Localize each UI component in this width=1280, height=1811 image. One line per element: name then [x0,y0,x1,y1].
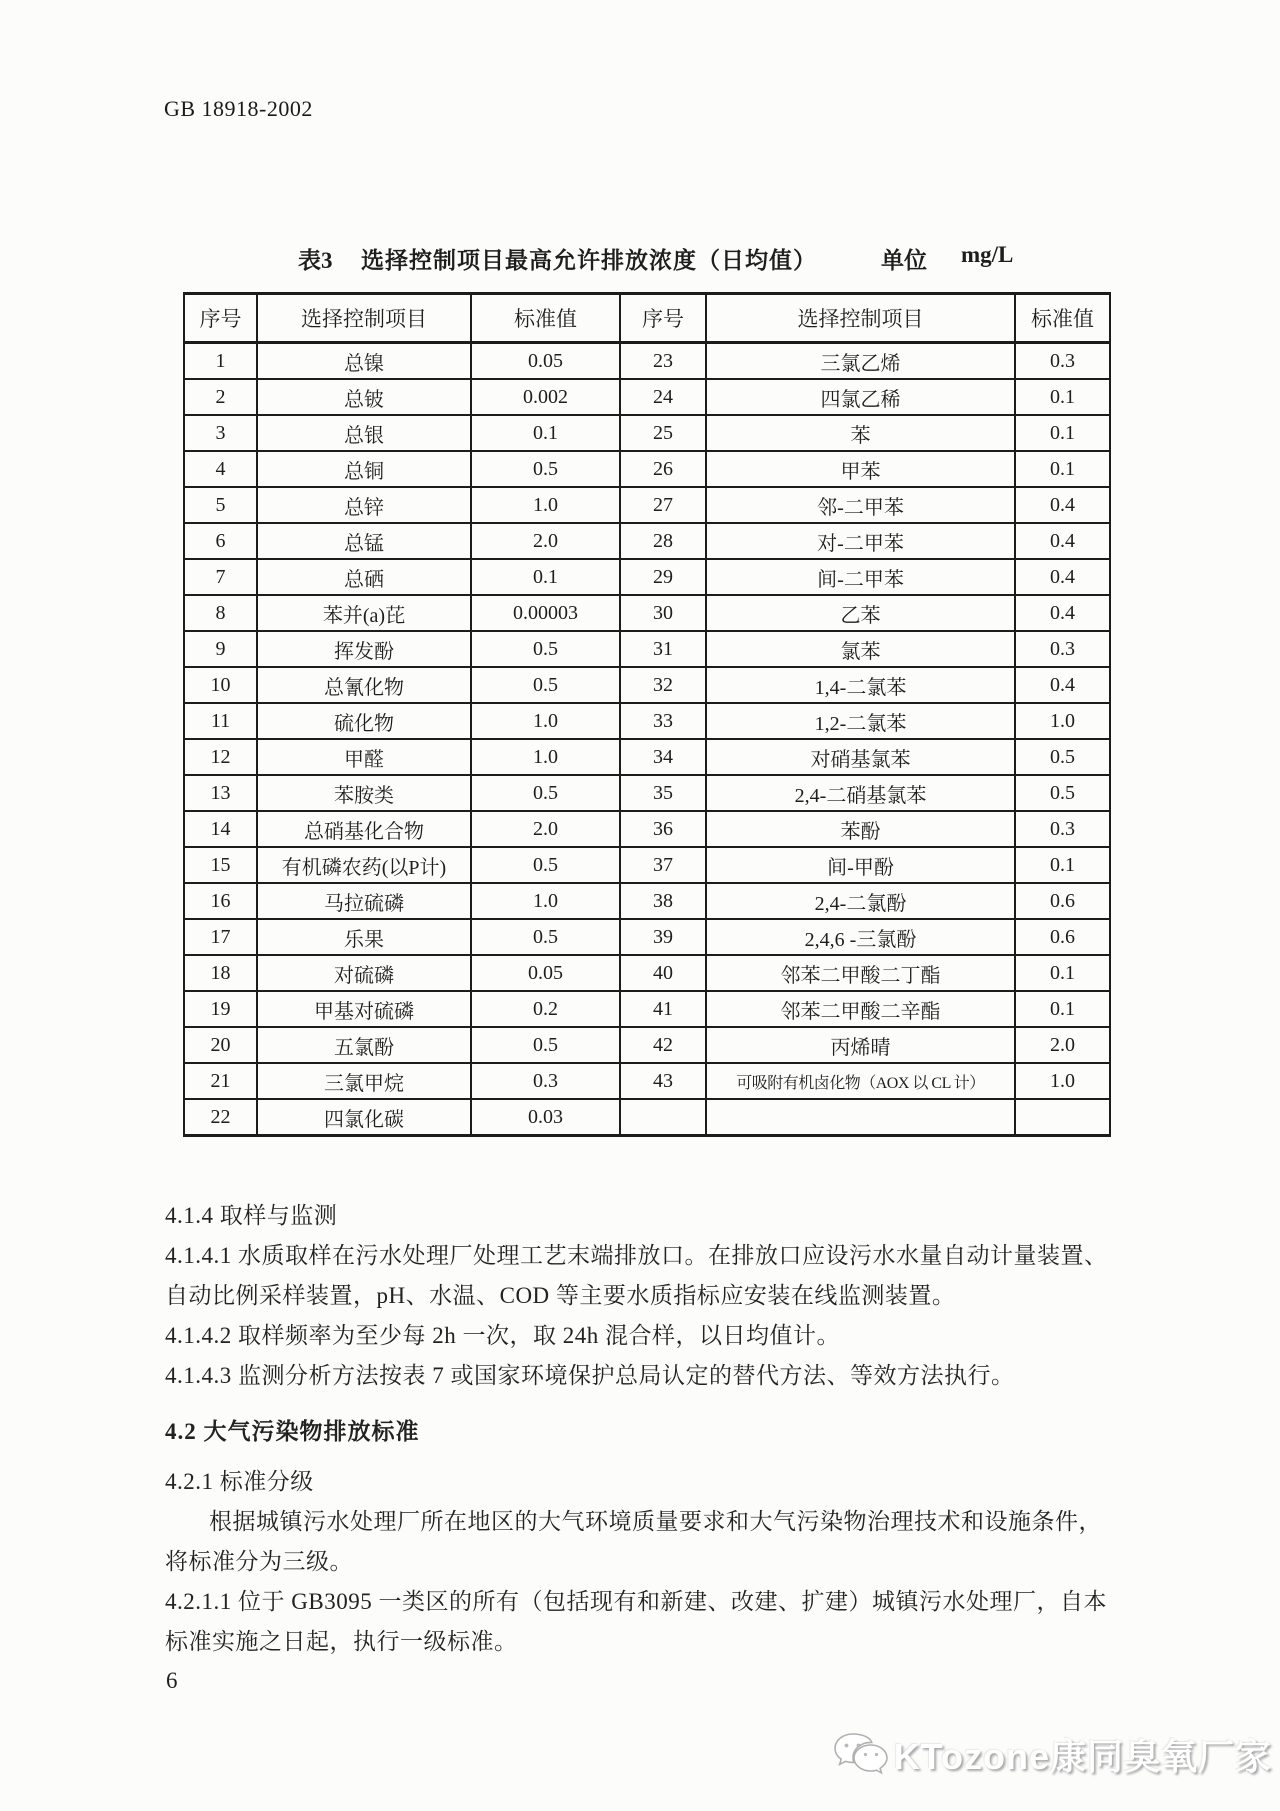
table-cell: 8 [184,595,257,631]
table-cell: 四氯乙稀 [706,379,1015,415]
table-row [184,955,1110,991]
body-line: 4.2.1 标准分级 [165,1469,314,1494]
table-cell: 15 [184,847,257,883]
table-cell: 7 [184,559,257,595]
table-cell: 总铜 [257,451,471,487]
table-cell: 0.4 [1015,595,1110,631]
body-line: 自动比例采样装置，pH、水温、COD 等主要水质指标应安装在线监测装置。 [165,1283,956,1308]
table-cell: 38 [620,883,706,919]
table-cell: 0.5 [471,667,620,703]
table-cell: 34 [620,739,706,775]
header-cell-value-right: 标准值 [1015,294,1110,343]
table-cell: 0.5 [471,451,620,487]
selection-control-table [183,292,1111,1137]
document-code: GB 18918-2002 [164,96,313,121]
table-cell: 20 [184,1027,257,1063]
body-line: 4.1.4.1 水质取样在污水处理厂处理工艺末端排放口。在排放口应设污水水量自动计量装置、 [165,1243,1108,1268]
table-cell: 39 [620,919,706,955]
table-cell: 0.6 [1015,919,1110,955]
table-cell: 21 [184,1063,257,1099]
table-cell: 0.4 [1015,487,1110,523]
table-cell: 26 [620,451,706,487]
table-cell: 30 [620,595,706,631]
table-cell: 2,4-二氯酚 [706,883,1015,919]
table-cell: 苯酚 [706,811,1015,847]
table-cell: 马拉硫磷 [257,883,471,919]
table-cell: 0.5 [471,631,620,667]
table-cell: 甲苯 [706,451,1015,487]
table-cell: 总铍 [257,379,471,415]
table-cell: 43 [620,1063,706,1099]
page-number: 6 [166,1668,178,1693]
table-row [184,523,1110,559]
table-cell: 间-甲酚 [706,847,1015,883]
table-cell: 0.5 [471,775,620,811]
table-cell: 1,2-二氯苯 [706,703,1015,739]
table-cell: 17 [184,919,257,955]
table-cell: 四氯化碳 [257,1099,471,1136]
table-header-row [184,294,1110,343]
table-cell: 23 [620,343,706,380]
table-cell: 邻苯二甲酸二丁酯 [706,955,1015,991]
table-cell: 33 [620,703,706,739]
table-cell: 1.0 [471,883,620,919]
body-line: 根据城镇污水处理厂所在地区的大气环境质量要求和大气污染物治理技术和设施条件， [209,1509,1102,1534]
table-cell: 0.1 [1015,379,1110,415]
table-cell: 2.0 [1015,1027,1110,1063]
table-cell: 24 [620,379,706,415]
table-cell: 0.5 [471,1027,620,1063]
table-cell: 0.1 [1015,955,1110,991]
table-cell: 总硝基化合物 [257,811,471,847]
table-title [183,238,1109,292]
table-row [184,487,1110,523]
table-row [184,343,1110,380]
table-cell: 对硝基氯苯 [706,739,1015,775]
table-cell: 0.4 [1015,523,1110,559]
header-cell-seq-right: 序号 [620,294,706,343]
body-line: 4.2.1.1 位于 GB3095 一类区的所有（包括现有和新建、改建、扩建）城镇污水处理厂，自本 [165,1589,1107,1614]
table-row [184,451,1110,487]
table-cell: 2,4-二硝基氯苯 [706,775,1015,811]
table-cell: 0.1 [1015,991,1110,1027]
table-number-label: 表3 [298,248,333,273]
header-cell-value-left: 标准值 [471,294,620,343]
table-cell: 22 [184,1099,257,1136]
table-cell: 1.0 [1015,1063,1110,1099]
table-cell: 1.0 [1015,703,1110,739]
table-cell: 10 [184,667,257,703]
table-cell: 总氰化物 [257,667,471,703]
selection-table-body [184,343,1110,1136]
table-cell: 6 [184,523,257,559]
table-cell: 0.3 [471,1063,620,1099]
table-cell: 14 [184,811,257,847]
table-cell: 0.1 [1015,451,1110,487]
table-cell: 2 [184,379,257,415]
table-cell: 挥发酚 [257,631,471,667]
table-row [184,883,1110,919]
table-cell: 0.05 [471,955,620,991]
table-cell: 0.1 [1015,847,1110,883]
table-cell: 18 [184,955,257,991]
table-cell: 1.0 [471,487,620,523]
table-cell: 丙烯晴 [706,1027,1015,1063]
table-cell: 40 [620,955,706,991]
table-cell: 苯并(a)芘 [257,595,471,631]
table-cell: 11 [184,703,257,739]
table-cell: 13 [184,775,257,811]
table-cell: 0.1 [471,415,620,451]
table-unit-value: mg/L [961,242,1014,267]
table-cell: 5 [184,487,257,523]
table-cell: 0.5 [471,919,620,955]
table-cell: 41 [620,991,706,1027]
table-cell: 0.3 [1015,343,1110,380]
table-row [184,1027,1110,1063]
table-cell [706,1099,1015,1136]
table-cell: 25 [620,415,706,451]
table-cell: 0.5 [1015,739,1110,775]
table-cell: 甲基对硫磷 [257,991,471,1027]
table-cell: 1 [184,343,257,380]
watermark-text: KTozone康同臭氧厂家 [893,1735,1272,1777]
wechat-icon [832,1728,890,1780]
table-cell: 3 [184,415,257,451]
table-cell: 37 [620,847,706,883]
table-row [184,739,1110,775]
table-row [184,991,1110,1027]
table-row [184,811,1110,847]
table-3-block [183,238,1109,1137]
table-cell: 27 [620,487,706,523]
table-unit-label: 单位 [881,248,927,273]
table-cell: 总硒 [257,559,471,595]
table-row [184,667,1110,703]
table-cell: 0.3 [1015,811,1110,847]
table-cell [620,1099,706,1136]
table-cell: 对-二甲苯 [706,523,1015,559]
table-cell: 0.4 [1015,667,1110,703]
table-cell: 1.0 [471,739,620,775]
table-cell: 苯胺类 [257,775,471,811]
table-row [184,631,1110,667]
table-cell: 总银 [257,415,471,451]
table-cell: 42 [620,1027,706,1063]
table-cell: 16 [184,883,257,919]
header-cell-item-right: 选择控制项目 [706,294,1015,343]
table-row [184,703,1110,739]
table-cell: 0.4 [1015,559,1110,595]
table-row [184,379,1110,415]
body-line: 4.1.4 取样与监测 [165,1203,338,1228]
table-cell: 总锌 [257,487,471,523]
body-line: 标准实施之日起，执行一级标准。 [165,1629,518,1654]
table-cell: 0.1 [1015,415,1110,451]
table-cell: 19 [184,991,257,1027]
table-cell: 邻苯二甲酸二辛酯 [706,991,1015,1027]
table-cell: 36 [620,811,706,847]
table-cell: 邻-二甲苯 [706,487,1015,523]
table-cell: 三氯甲烷 [257,1063,471,1099]
table-row [184,595,1110,631]
body-line: 4.1.4.2 取样频率为至少每 2h 一次，取 24h 混合样，以日均值计。 [165,1323,840,1348]
body-text [165,1196,1121,1662]
table-cell: 0.002 [471,379,620,415]
table-row [184,775,1110,811]
table-cell: 0.00003 [471,595,620,631]
table-row [184,1063,1110,1099]
table-cell: 乙苯 [706,595,1015,631]
table-row [184,847,1110,883]
table-cell: 2,4,6 -三氯酚 [706,919,1015,955]
table-cell: 0.5 [471,847,620,883]
table-row [184,919,1110,955]
table-cell: 0.05 [471,343,620,380]
table-cell: 4 [184,451,257,487]
table-row [184,559,1110,595]
table-cell: 硫化物 [257,703,471,739]
table-row [184,1099,1110,1136]
header-cell-seq-left: 序号 [184,294,257,343]
table-cell: 1,4-二氯苯 [706,667,1015,703]
table-cell: 氯苯 [706,631,1015,667]
table-cell: 有机磷农药(以P计) [257,847,471,883]
section-heading: 4.2 大气污染物排放标准 [165,1419,420,1444]
table-cell: 对硫磷 [257,955,471,991]
table-cell: 甲醛 [257,739,471,775]
table-row [184,415,1110,451]
table-cell: 0.6 [1015,883,1110,919]
table-cell: 31 [620,631,706,667]
table-cell: 9 [184,631,257,667]
header-cell-item-left: 选择控制项目 [257,294,471,343]
table-cell: 35 [620,775,706,811]
table-cell [1015,1099,1110,1136]
body-line: 将标准分为三级。 [165,1549,353,1574]
table-cell: 总锰 [257,523,471,559]
table-cell: 29 [620,559,706,595]
table-cell: 0.2 [471,991,620,1027]
table-cell: 32 [620,667,706,703]
table-cell: 三氯乙烯 [706,343,1015,380]
table-cell: 0.3 [1015,631,1110,667]
table-cell: 0.1 [471,559,620,595]
table-cell: 五氯酚 [257,1027,471,1063]
table-cell: 可吸附有机卤化物（AOX 以 CL 计） [706,1063,1015,1099]
table-cell: 12 [184,739,257,775]
table-cell: 1.0 [471,703,620,739]
table-cell: 间-二甲苯 [706,559,1015,595]
table-cell: 苯 [706,415,1015,451]
table-cell: 乐果 [257,919,471,955]
table-cell: 28 [620,523,706,559]
watermark [832,1728,1272,1780]
body-line: 4.1.4.3 监测分析方法按表 7 或国家环境保护总局认定的替代方法、等效方法执行。 [165,1363,1015,1388]
table-cell: 2.0 [471,811,620,847]
table-cell: 2.0 [471,523,620,559]
table-cell: 0.5 [1015,775,1110,811]
table-cell: 0.03 [471,1099,620,1136]
table-title-text: 选择控制项目最高允许排放浓度（日均值） [361,248,817,273]
table-cell: 总镍 [257,343,471,380]
